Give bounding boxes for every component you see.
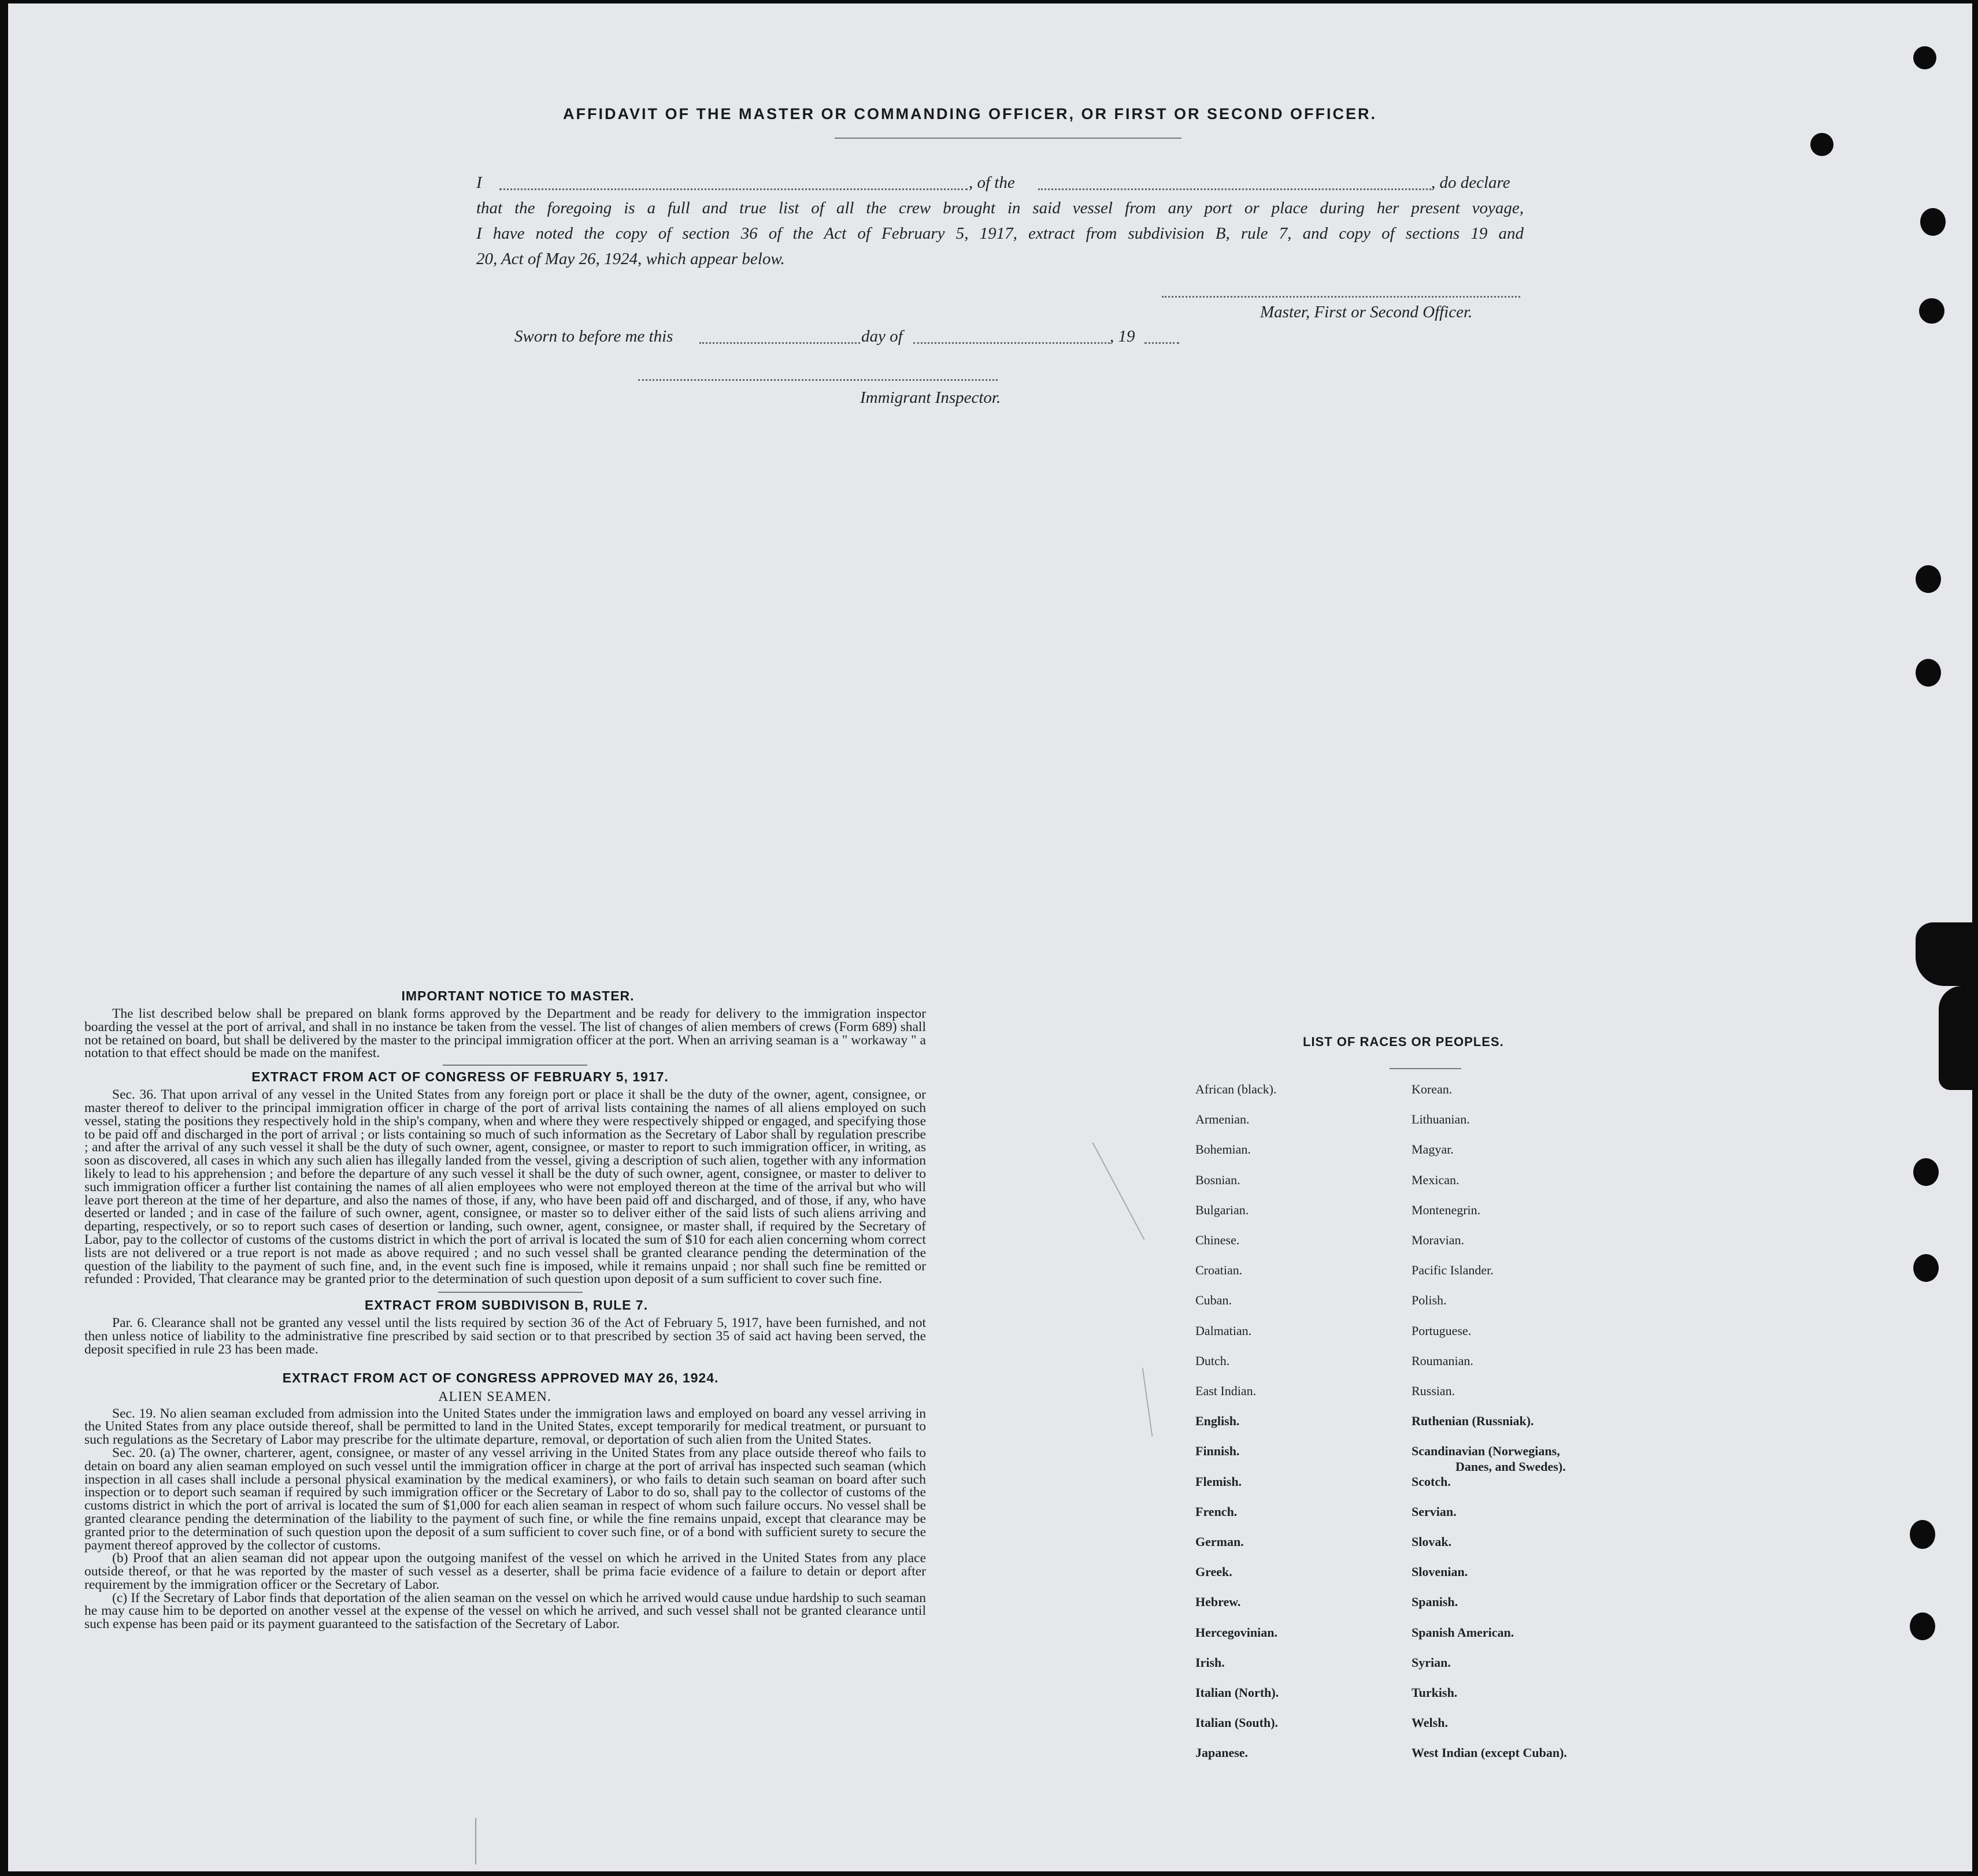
punch-hole bbox=[1916, 565, 1941, 593]
extract-1917-text: Sec. 36. That upon arrival of any vessel in the United States from any foreign port or place it shall be the duty of the owner, agent, consignee, or master thereof to deliver to the principal immigration officer in charge of the port of arrival lists containing the names of all aliens employed on such vessel, stating the positions they respectively hold in the ship's company, when and where they were respectively shipped or engaged, and specifying those to be paid off and discharged in the port of arrival ; or lists containing so much of such information as the Secretary of Labor shall by regulation prescribe ; and after the arrival of any such vessel it shall be the duty of such owner, agent, consignee, or master to report to such immigration officer, in writing, as soon as discovered, all cases in which any such alien has illegally landed from the vessel, giving a description of such alien, together with any information likely to lead to his apprehension ; and before the departure of any such vessel it shall be the duty of such owner, agent, consignee, or master to deliver to such immigration officer a further list containing the names of all alien employees who were not employed thereon at the time of the arrival but who will leave port thereon at the time of her departure, and also the names of those, if any, who have been paid off and discharged, and of those, if any, who have deserted or landed ; and in case of the failure of such owner, agent, consignee, or master so to deliver either of the said lists of such aliens arriving and departing, respectively, or so to report such cases of desertion or landing, such owner, agent, consignee, or master shall, if required by the Secretary of Labor, pay to the collector of customs of the customs district in which the port of arrival is located the sum of $10 for each alien concerning whom correct lists are not delivered or a true report is not made as above required ; and no such vessel shall be granted clearance pending the determination of the question of the liability to the payment of such fine, and, in the event such fine is imposed, while it remains unpaid ; nor shall such fine be remitted or refunded : Provided, That clearance may be granted prior to the determination of such question upon deposit of a sum sufficient to cover such fine. bbox=[84, 1087, 926, 1287]
master-signature-line[interactable] bbox=[1162, 296, 1520, 298]
race-item: Irish. bbox=[1195, 1655, 1225, 1670]
punch-hole bbox=[1913, 1254, 1939, 1282]
races-heading: LIST OF RACES OR PEOPLES. bbox=[1303, 1035, 1504, 1049]
race-item: Dalmatian. bbox=[1195, 1323, 1252, 1338]
race-item: Pacific Islander. bbox=[1412, 1263, 1494, 1278]
race-item: Scandinavian (Norwegians, bbox=[1412, 1444, 1560, 1459]
affidavit-body-line: that the foregoing is a full and true list of all the crew brought in said vessel from any port or place during her present voyage, bbox=[476, 199, 1524, 217]
race-item: Portuguese. bbox=[1412, 1323, 1472, 1338]
race-item: Flemish. bbox=[1195, 1474, 1242, 1489]
extract-rule7-text: Par. 6. Clearance shall not be granted any vessel until the lists required by section 36 of the Act of February 5, 1917, have been furnished, and not then unless notice of liability to the administrative fine prescribed by said section or to that prescribed by section 35 of said act having been served, the deposit specified in rule 23 has been made. bbox=[84, 1315, 926, 1357]
race-item: Korean. bbox=[1412, 1082, 1453, 1096]
punch-hole bbox=[1913, 46, 1936, 69]
race-item: Slovenian. bbox=[1412, 1564, 1468, 1580]
race-item: Moravian. bbox=[1412, 1233, 1465, 1247]
sworn-month-blank[interactable] bbox=[913, 342, 1110, 344]
affidavit-i: I bbox=[476, 173, 482, 192]
punch-hole bbox=[1919, 298, 1944, 324]
race-item: German. bbox=[1195, 1534, 1244, 1549]
sec20a-text: Sec. 20. (a) The owner, charterer, agent, consignee, or master of any vessel arriving in the United States from any place outside thereof who fails to detain on board any alien seaman employed on such vessel until the immigration officer in charge at the port of arrival has inspected such seaman (which inspection in all cases shall include a personal physical examination by the medical examiners), or who fails to detain such seaman on board after such inspection or to deport such seaman if required by such immigration officer or the Secretary of Labor to do so, shall pay to the collector of customs of the customs district in which the port of arrival is located the sum of $1,000 for each alien seaman in respect of whom such failure occurs. No vessel shall be granted clearance pending the determination of the liability to the payment of such fine, or while the fine remains unpaid, except that clearance may be granted prior to the determination of such question upon the deposit of a sum sufficient to cover such fine, or of a bond with sufficient surety to secure the payment thereof approved by the collector of customs. bbox=[84, 1445, 926, 1553]
notices-column bbox=[84, 988, 926, 1631]
race-item: Servian. bbox=[1412, 1504, 1457, 1519]
race-item: Dutch. bbox=[1195, 1353, 1230, 1368]
sworn-day-blank[interactable] bbox=[699, 342, 860, 344]
name-blank[interactable] bbox=[499, 188, 968, 190]
race-item: Roumanian. bbox=[1412, 1353, 1473, 1368]
affidavit-body-line: I have noted the copy of section 36 of the Act of February 5, 1917, extract from subdivision B, rule 7, and copy of sections 19 and bbox=[476, 224, 1524, 243]
race-item: Ruthenian (Russniak). bbox=[1412, 1414, 1534, 1429]
race-item: Chinese. bbox=[1195, 1233, 1240, 1247]
pencil-mark bbox=[1142, 1367, 1153, 1436]
pencil-mark bbox=[475, 1818, 476, 1864]
race-item: Magyar. bbox=[1412, 1142, 1454, 1157]
race-item: African (black). bbox=[1195, 1082, 1277, 1096]
race-item: Italian (North). bbox=[1195, 1685, 1279, 1700]
punch-hole bbox=[1810, 133, 1833, 156]
affidavit-do-declare: , do declare bbox=[1431, 173, 1510, 192]
race-item: Montenegrin. bbox=[1412, 1202, 1481, 1217]
sec20b-text: (b) Proof that an alien seaman did not appear upon the outgoing manifest of the vessel on which he arrived in the United States from any place outside thereof, or that he was reported by the master of such vessel as a deserter, shall be prima facie evidence of a failure to detain or deport after requirement by the immigration officer or the Secretary of Labor. bbox=[84, 1551, 926, 1592]
divider bbox=[438, 1292, 583, 1293]
inspector-signature-line[interactable] bbox=[638, 379, 998, 381]
divider bbox=[443, 1065, 587, 1066]
punch-hole bbox=[1916, 659, 1941, 687]
race-item: Syrian. bbox=[1412, 1655, 1451, 1670]
inspector-label: Immigrant Inspector. bbox=[860, 388, 1001, 407]
race-item: Bohemian. bbox=[1195, 1142, 1251, 1157]
race-item: Finnish. bbox=[1195, 1444, 1240, 1459]
document-page bbox=[8, 3, 1972, 1871]
punch-hole bbox=[1920, 208, 1946, 236]
race-item: English. bbox=[1195, 1414, 1240, 1429]
race-item: Hercegovinian. bbox=[1195, 1625, 1277, 1640]
race-item: Scotch. bbox=[1412, 1474, 1451, 1489]
extract-rule7-heading: EXTRACT FROM SUBDIVISON B, RULE 7. bbox=[364, 1297, 649, 1313]
race-item: Cuban. bbox=[1195, 1293, 1232, 1308]
race-item: Spanish. bbox=[1412, 1595, 1458, 1610]
race-item: Slovak. bbox=[1412, 1534, 1452, 1549]
sworn-year-blank[interactable] bbox=[1144, 342, 1179, 344]
race-item: French. bbox=[1195, 1504, 1238, 1519]
sworn-day-of: day of bbox=[861, 327, 903, 346]
race-item: West Indian (except Cuban). bbox=[1412, 1745, 1567, 1760]
master-signature-label: Master, First or Second Officer. bbox=[1260, 303, 1473, 321]
sworn-year-prefix: , 19 bbox=[1110, 327, 1135, 346]
sec19-text: Sec. 19. No alien seaman excluded from admission into the United States under the immigration laws and employed on board any vessel arriving in the United States from any place outside thereof, shall be permitted to land in the United States, except temporarily for medical treatment, or pursuant to such regulations as the Secretary of Labor may prescribe for the ultimate departure, removal, or deportation of such alien from the United States. bbox=[84, 1406, 926, 1448]
race-item: Spanish American. bbox=[1412, 1625, 1514, 1640]
race-item: Lithuanian. bbox=[1412, 1112, 1470, 1127]
punch-hole bbox=[1913, 1158, 1939, 1186]
vessel-blank[interactable] bbox=[1038, 188, 1431, 190]
extract-1917-heading: EXTRACT FROM ACT OF CONGRESS OF FEBRUARY 5, 1917. bbox=[251, 1069, 669, 1085]
divider bbox=[1390, 1068, 1461, 1069]
race-item: Polish. bbox=[1412, 1293, 1447, 1308]
torn-edge bbox=[1916, 922, 1972, 986]
sworn-text: Sworn to before me this bbox=[514, 327, 673, 346]
race-item: Japanese. bbox=[1195, 1745, 1249, 1760]
race-item: Hebrew. bbox=[1195, 1595, 1241, 1610]
affidavit-title: AFFIDAVIT OF THE MASTER OR COMMANDING OFFICER, OR FIRST OR SECOND OFFICER. bbox=[563, 105, 1377, 123]
race-item: Greek. bbox=[1195, 1564, 1232, 1580]
torn-edge bbox=[1939, 986, 1972, 1090]
race-item-continuation: Danes, and Swedes). bbox=[1455, 1459, 1566, 1474]
punch-hole bbox=[1910, 1612, 1935, 1640]
alien-seamen-subheading: ALIEN SEAMEN. bbox=[438, 1389, 551, 1404]
punch-hole bbox=[1910, 1520, 1935, 1549]
race-item: Mexican. bbox=[1412, 1172, 1460, 1187]
notice-heading: IMPORTANT NOTICE TO MASTER. bbox=[401, 988, 635, 1003]
race-item: Croatian. bbox=[1195, 1263, 1243, 1278]
race-item: Bosnian. bbox=[1195, 1172, 1240, 1187]
affidavit-of-the: , of the bbox=[969, 173, 1015, 192]
title-underline bbox=[835, 138, 1181, 139]
extract-1924-heading: EXTRACT FROM ACT OF CONGRESS APPROVED MAY 26, 1924. bbox=[282, 1370, 719, 1385]
race-item: Russian. bbox=[1412, 1384, 1455, 1398]
race-item: Turkish. bbox=[1412, 1685, 1458, 1700]
race-item: East Indian. bbox=[1195, 1384, 1257, 1398]
notice-text: The list described below shall be prepared on blank forms approved by the Department and be ready for delivery to the immigration inspector boarding the vessel at the port of arrival, and shall in no instance be taken from the vessel. The list of changes of alien members of crews (Form 689) shall not be retained on board, but shall be delivered by the master to the principal immigration officer at the port. When an arriving seaman is a " workaway " a notation to that effect should be made on the manifest. bbox=[84, 1006, 926, 1061]
race-item: Italian (South). bbox=[1195, 1715, 1279, 1730]
race-item: Welsh. bbox=[1412, 1715, 1448, 1730]
sec20c-text: (c) If the Secretary of Labor finds that deportation of the alien seaman on the vessel on which he arrived would cause undue hardship to such seaman he may cause him to be deported on another vessel at the expense of the vessel on which he arrived, and such vessel shall not be granted clearance until such expense has been paid or its payment guaranteed to the satisfaction of the Secretary of Labor. bbox=[84, 1590, 926, 1632]
race-item: Bulgarian. bbox=[1195, 1202, 1249, 1217]
affidavit-body-line: 20, Act of May 26, 1924, which appear below. bbox=[476, 250, 785, 268]
pencil-mark bbox=[1092, 1143, 1145, 1240]
race-item: Armenian. bbox=[1195, 1112, 1250, 1127]
